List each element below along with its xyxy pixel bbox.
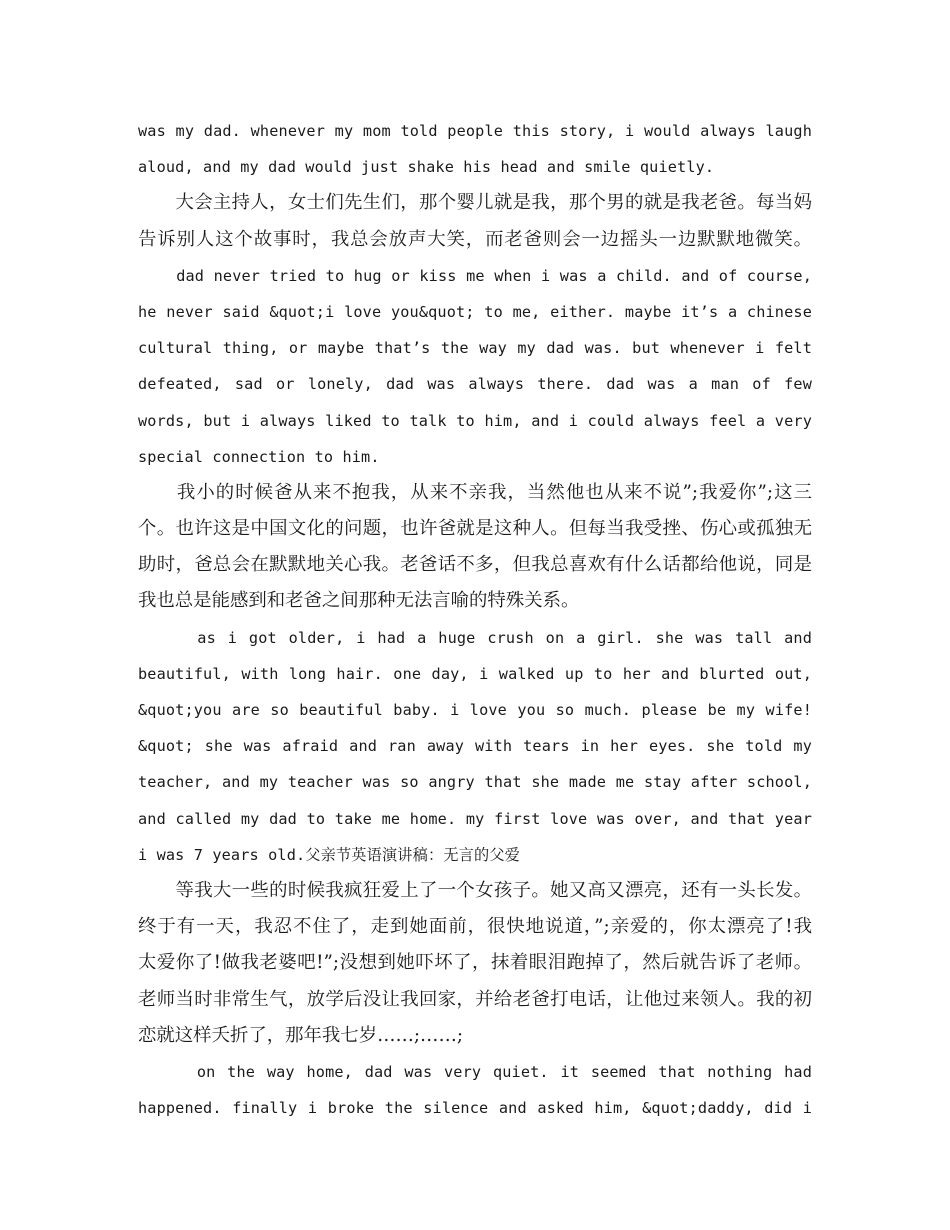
text-line: special connection to him.: [138, 447, 380, 466]
text-line: 终于有一天，我忍不住了，走到她面前，很快地说道，”;亲爱的，你太漂亮了!我: [138, 916, 812, 938]
text-line: aloud, and my dad would just shake his head and smile quietly.: [138, 158, 715, 177]
text-line: teacher, and my teacher was so angry that she made me stay after school,: [138, 773, 812, 792]
text-line: 个。也许这是中国文化的问题，也许爸就是这种人。但每当我受挫、伤心或孤独无: [138, 518, 812, 540]
text-line: 恋就这样夭折了，那年我七岁……;……;: [138, 1024, 464, 1046]
document-body: [138, 113, 812, 1126]
text-line: &quot; she was afraid and ran away with tears in her eyes. she told my: [138, 737, 812, 756]
text-line: i was 7 years old.父亲节英语演讲稿：无言的父爱: [138, 845, 521, 864]
text-line: 助时，爸总会在默默地关心我。老爸话不多，但我总喜欢有什么话都给他说，同是: [138, 554, 812, 576]
text-line: &quot;you are so beautiful baby. i love you so much. please be my wife!: [138, 701, 812, 719]
text-line: dad never tried to hug or kiss me when i was a child. and of course,: [138, 266, 812, 285]
text-line: cultural thing, or maybe that’s the way my dad was. but whenever i felt: [138, 339, 812, 358]
text-line: and called my dad to take me home. my first love was over, and that year: [138, 809, 812, 828]
text-line: 告诉别人这个故事时，我总会放声大笑，而老爸则会一边摇头一边默默地微笑。: [138, 228, 812, 250]
text-line: as i got older, i had a huge crush on a girl. she was tall and: [138, 628, 812, 647]
text-line: he never said &quot;i love you&quot; to me, either. maybe it’s a chinese: [138, 302, 812, 321]
text-line: happened. finally i broke the silence and asked him, &quot;daddy, did i: [138, 1099, 812, 1118]
text-line: words, but i always liked to talk to him, and i could always feel a very: [138, 411, 812, 430]
text-line: 老师当时非常生气，放学后没让我回家，并给老爸打电话，让他过来领人。我的初: [138, 988, 812, 1010]
text-line: 太爱你了!做我老婆吧!”;没想到她吓坏了，抹着眼泪跑掉了，然后就告诉了老师。: [138, 952, 812, 974]
text-line: 等我大一些的时候我疯狂爱上了一个女孩子。她又高又漂亮，还有一头长发。: [138, 879, 812, 901]
text-line: was my dad. whenever my mom told people this story, i would always laugh: [138, 122, 812, 140]
text-line: 大会主持人，女士们先生们，那个婴儿就是我，那个男的就是我老爸。每当妈: [138, 192, 812, 214]
text-line: 我也总是能感到和老爸之间那种无法言喻的特殊关系。: [138, 590, 580, 612]
text-line: 我小的时候爸从来不抱我，从来不亲我，当然他也从来不说”;我爱你”;这三: [138, 481, 812, 503]
text-line: on the way home, dad was very quiet. it seemed that nothing had: [138, 1062, 812, 1081]
text-line: defeated, sad or lonely, dad was always there. dad was a man of few: [138, 375, 812, 394]
text-line: beautiful, with long hair. one day, i walked up to her and blurted out,: [138, 664, 812, 683]
